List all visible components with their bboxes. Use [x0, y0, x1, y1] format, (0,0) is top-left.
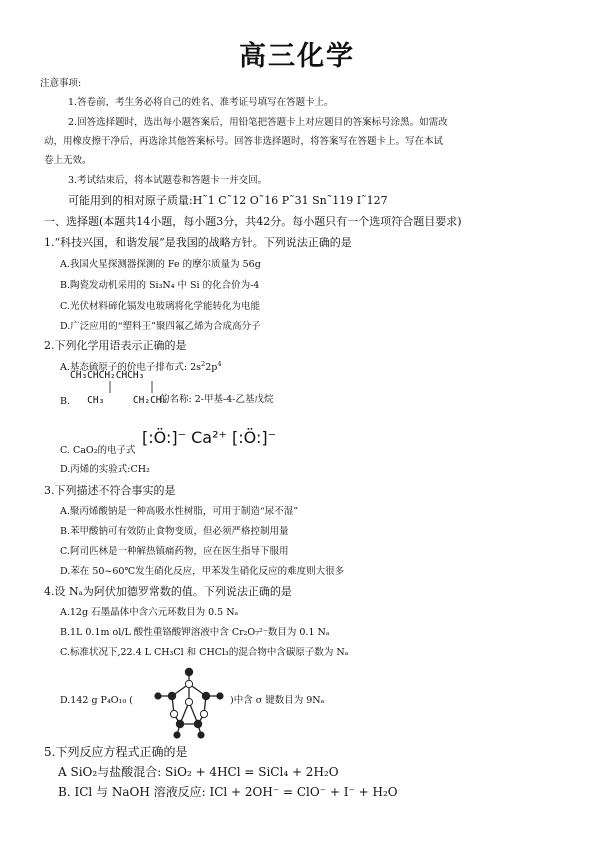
q5-option-a: A SiO₂与盐酸混合: SiO₂ + 4HCl = SiCl₄ + 2H₂O	[58, 765, 339, 779]
p4o10-molecule-icon	[150, 664, 228, 740]
q2-b-label: B.	[60, 396, 71, 407]
q4-option-b: B.1L 0.1m ol/L 酸性重铬酸钾溶液中含 Cr₂O₇²⁻数目为 0.1 Nₐ	[60, 627, 330, 638]
q3-option-c: C.阿司匹林是一种解热镇痛药物，应在医生指导下服用	[60, 546, 289, 557]
q2-a-sup2: 4	[217, 360, 222, 368]
q2-a-sup1: 2	[201, 360, 206, 368]
q2-c-label: C. CaO₂的电子式	[60, 445, 136, 456]
q4-option-a: A.12g 石墨晶体中含六元环数目为 0.5 Nₐ	[60, 607, 239, 618]
q3-stem: 3.下列描述不符合事实的是	[44, 484, 176, 497]
q3-option-a: A.聚丙烯酸钠是一种高吸水性树脂，可用于制造“尿不湿”	[60, 506, 299, 517]
q2-option-d: D.丙烯的实验式:CH₂	[60, 464, 150, 475]
q1-option-c: C.光伏材料碲化镉发电玻璃将化学能转化为电能	[60, 301, 260, 312]
q1-option-d: D.广泛应用的“塑料王”聚四氟乙烯为合成高分子	[60, 321, 261, 332]
q2-a-mid: 2p	[205, 362, 218, 374]
q2-b-structure-top: CH₃CHCH₂CHCH₃	[70, 370, 145, 381]
q3-option-d: D.苯在 50~60℃发生硝化反应，甲苯发生硝化反应的难度则大很多	[60, 566, 345, 577]
q4-d-prefix: D.142 g P₄O₁₀ (	[60, 695, 133, 706]
q2-stem: 2.下列化学用语表示正确的是	[44, 339, 187, 352]
notice-heading: 注意事项:	[40, 78, 82, 89]
notice-item-3: 3.考试结束后，将本试题卷和答题卡一并交回。	[68, 175, 268, 186]
q4-d-suffix: )中含 σ 键数目为 9Nₐ	[230, 695, 325, 706]
q4-option-c: C.标准状况下,22.4 L CH₃Cl 和 CHCl₃的混合物中含碳原子数为 Nₐ	[60, 647, 349, 658]
section-heading: 一、选择题(本题共14小题，每小题3分，共42分。每小题只有一个选项符合题目要求)	[44, 215, 462, 228]
q1-option-b: B.陶瓷发动机采用的 Si₃N₄ 中 Si 的化合价为-4	[60, 280, 260, 291]
page-title: 高三化学	[239, 41, 355, 72]
notice-item-2-end: 卷上无效。	[44, 155, 92, 166]
q2-a-prefix: A.基态硫原子的价电子排布式: 2s	[60, 362, 202, 374]
notice-item-2: 2.回答选择题时，选出每小题答案后，用铅笔把答题卡上对应题目的答案标号涂黑。如需改	[68, 117, 448, 128]
q1-stem: 1.“科技兴国，和谐发展”是我国的战略方针。下列说法正确的是	[44, 236, 352, 249]
q5-option-b: B. ICl 与 NaOH 溶液反应: ICl + 2OH⁻ = ClO⁻ + I⁻ + H₂O	[58, 785, 398, 799]
q5-stem: 5.下列反应方程式正确的是	[44, 745, 188, 759]
q3-option-b: B.苯甲酸钠可有效防止食物变质，但必须严格控制用量	[60, 526, 289, 537]
q4-stem: 4.设 Nₐ为阿伏加德罗常数的值。下列说法正确的是	[44, 585, 292, 598]
q2-c-electron-formula: [:Ö:]⁻ Ca²⁺ [:Ö:]⁻	[142, 428, 277, 447]
notice-item-1: 1.答卷前，考生务必将自己的姓名、准考证号填写在答题卡上。	[68, 97, 334, 108]
atomic-masses: 可能用到的相对原子质量:H˜1 C˜12 O˜16 P˜31 Sn˜119 I˜127	[68, 194, 388, 207]
q2-b-structure-bottom: CH₃ CH₂CH₃	[70, 395, 168, 406]
q2-option-b-text: 的名称: 2-甲基-4-乙基戊烷	[160, 394, 274, 405]
notice-item-2-cont: 动，用橡皮擦干净后，再选涂其他答案标号。回答非选择题时，将答案写在答题卡上。写在本试	[44, 136, 444, 147]
q1-option-a: A.我国火星探测器探测的 Fe 的摩尔质量为 56g	[60, 259, 261, 270]
